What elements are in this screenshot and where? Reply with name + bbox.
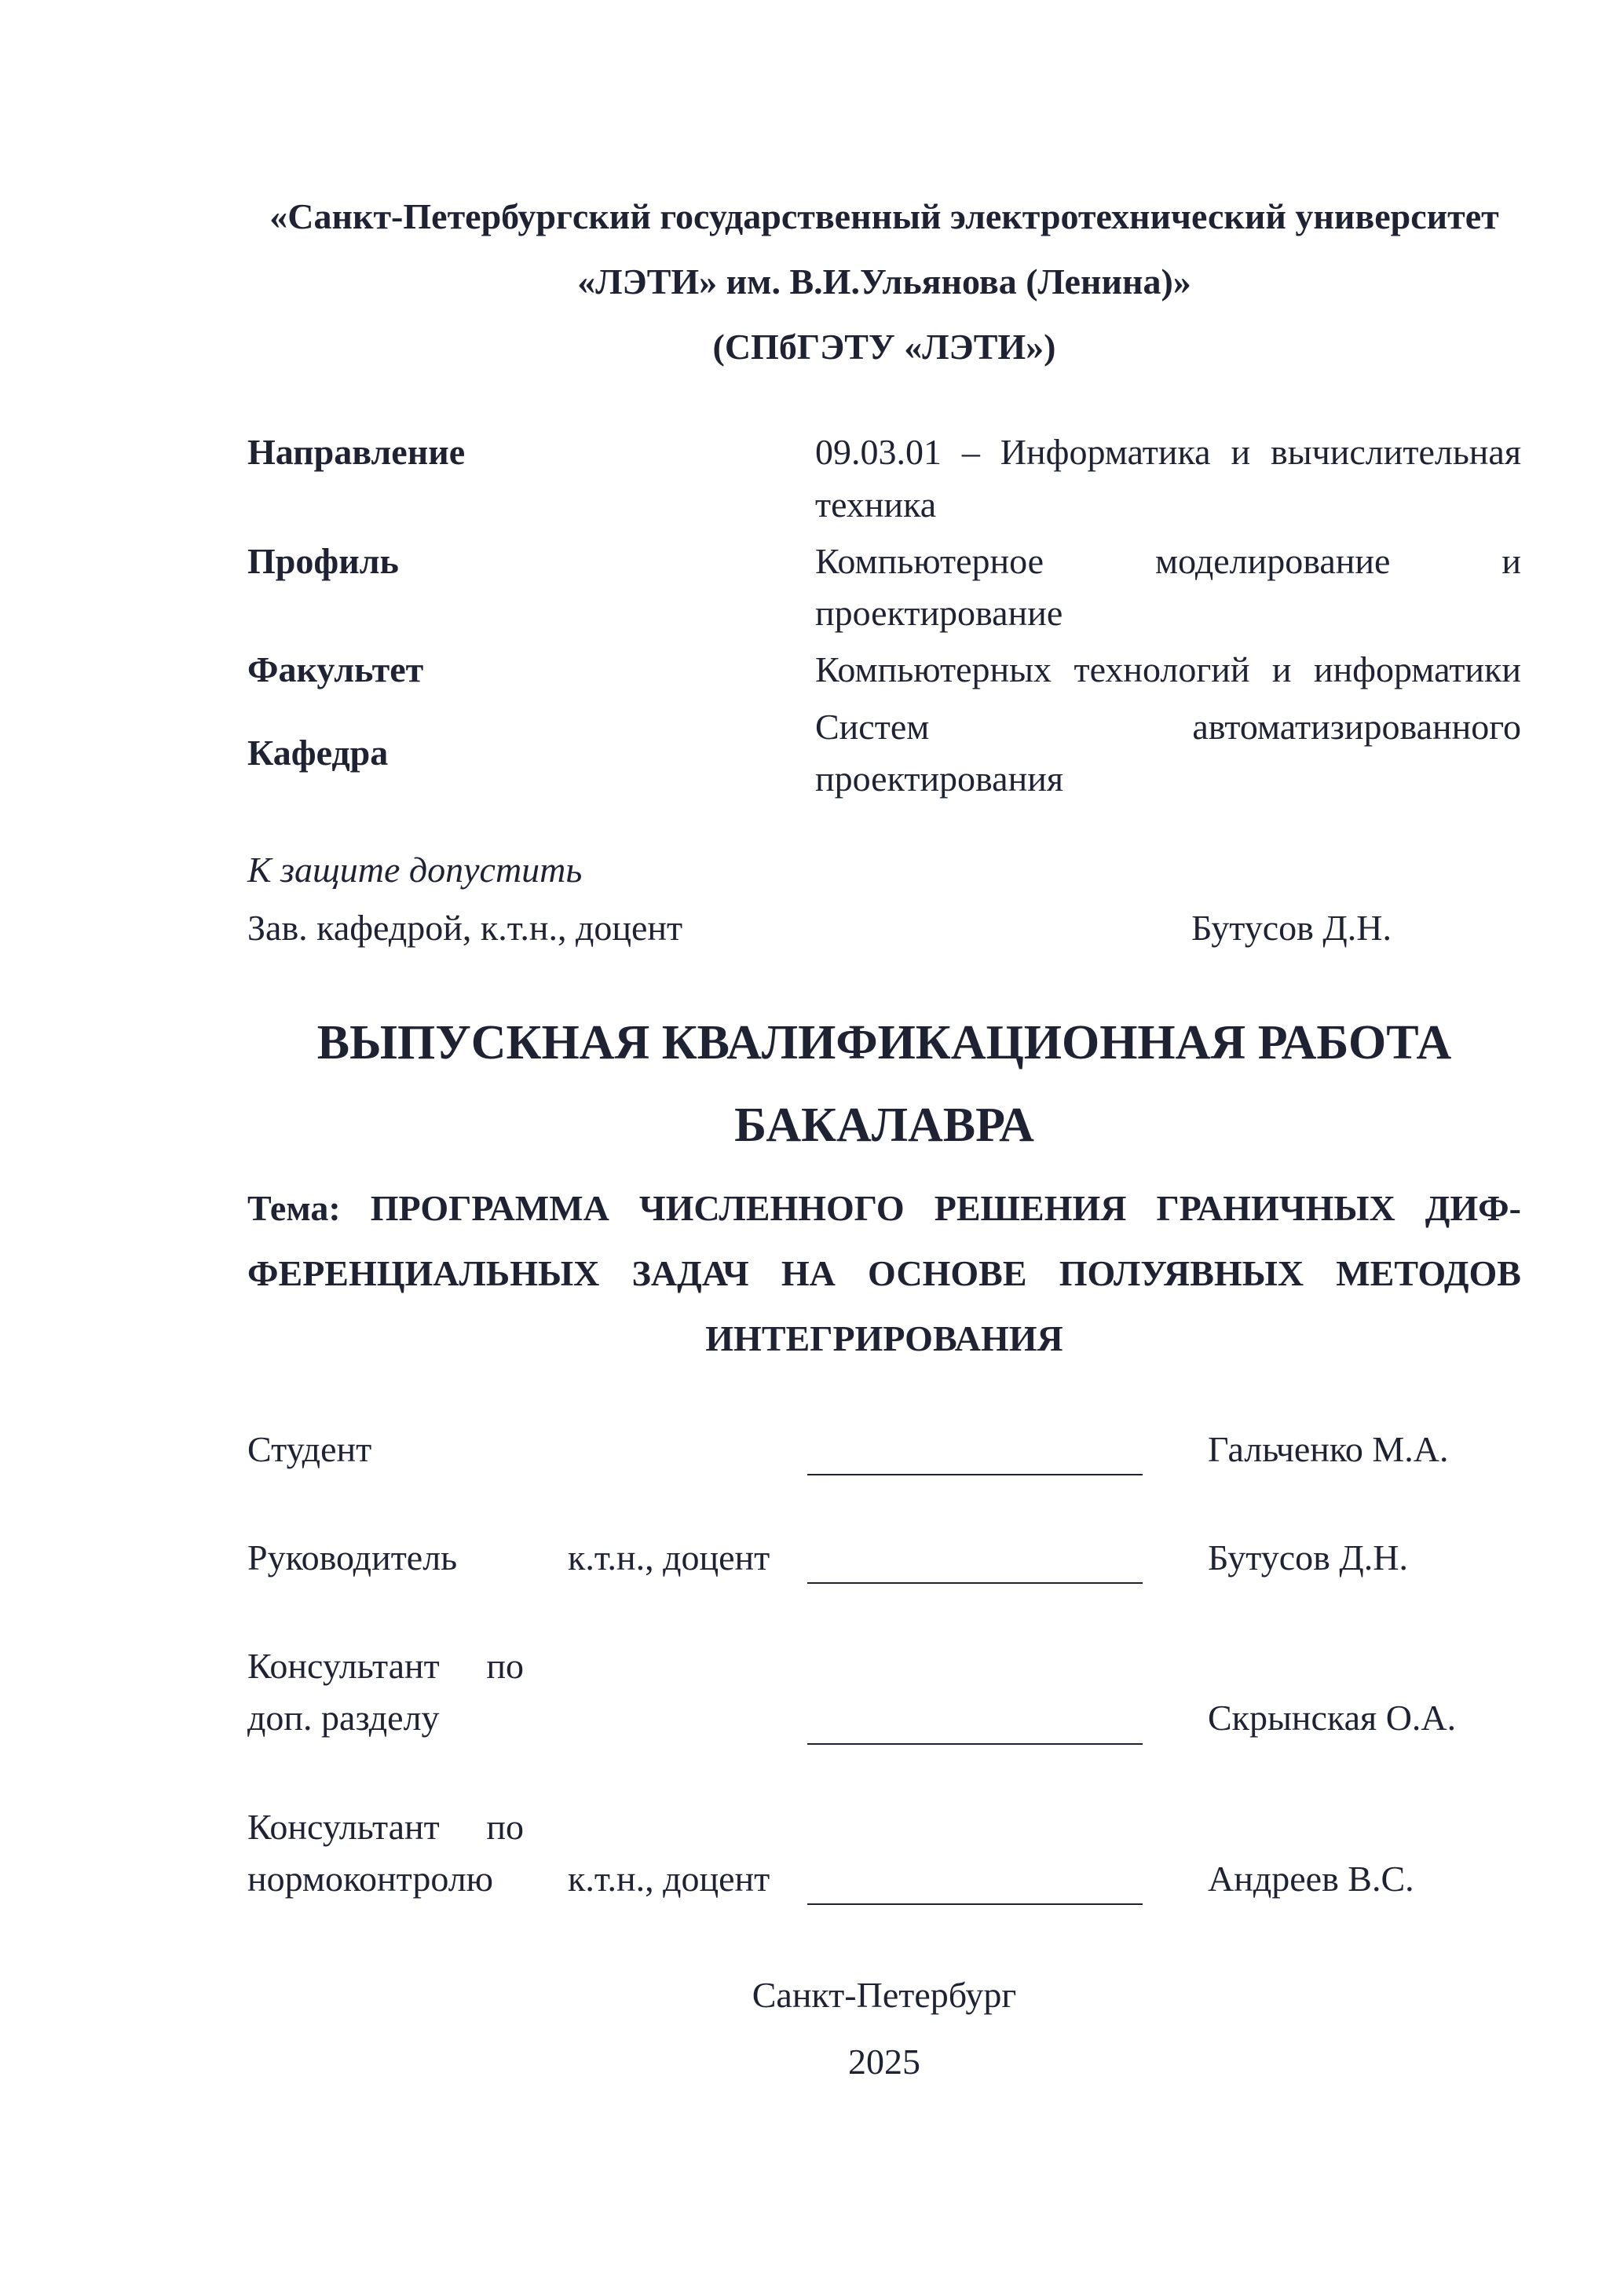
theme-line1: Тема: ПРОГРАММА ЧИСЛЕННОГО РЕШЕНИЯ ГРАНИЧНЫХ ДИФ- bbox=[247, 1188, 1521, 1229]
faculty-label: Факультет bbox=[247, 649, 424, 690]
consultant-extra-signature-line bbox=[807, 1699, 1143, 1745]
consultant-extra-role-line1: Консультант по bbox=[247, 1646, 524, 1687]
department-value-line2: проектирования bbox=[815, 758, 1063, 799]
department-value bbox=[815, 701, 1521, 805]
consultant-norm-name: Андреев В.С. bbox=[1208, 1858, 1414, 1899]
faculty-value-line1: Компьютерных технологий и информатики bbox=[815, 649, 1521, 690]
work-title-line2: БАКАЛАВРА bbox=[734, 1098, 1034, 1152]
direction-label: Направление bbox=[247, 432, 466, 473]
field-row-department bbox=[247, 701, 1521, 805]
consultant-norm-signature-line bbox=[807, 1859, 1143, 1905]
direction-value-line1: 09.03.01 – Информатика и вычислительная bbox=[815, 432, 1521, 473]
theme-paragraph bbox=[247, 1176, 1521, 1371]
consultant-extra-role-line2: доп. разделу bbox=[247, 1698, 440, 1738]
university-name-line3: (СПбГЭТУ «ЛЭТИ») bbox=[712, 326, 1056, 367]
student-role-label: Студент bbox=[247, 1428, 372, 1469]
university-header bbox=[247, 185, 1521, 379]
theme-line3: ИНТЕГРИРОВАНИЯ bbox=[705, 1318, 1063, 1358]
consultant-norm-role-line1: Консультант по bbox=[247, 1806, 524, 1847]
work-title-line1: ВЫПУСКНАЯ КВАЛИФИКАЦИОННАЯ РАБОТА bbox=[316, 1015, 1452, 1069]
profile-value-line1: Компьютерное моделирование и bbox=[815, 540, 1521, 581]
university-name-line2: «ЛЭТИ» им. В.И.Ульянова (Ленина)» bbox=[577, 261, 1191, 302]
university-name-line1: «Санкт-Петербургский государственный электротехнический университет bbox=[269, 196, 1499, 236]
signature-block bbox=[247, 1424, 1521, 1905]
supervisor-signature-line bbox=[807, 1538, 1143, 1584]
field-row-faculty bbox=[247, 644, 1521, 696]
footer-year: 2025 bbox=[848, 2042, 920, 2082]
theme-line2: ФЕРЕНЦИАЛЬНЫХ ЗАДАЧ НА ОСНОВЕ ПОЛУЯВНЫХ МЕТОДОВ bbox=[247, 1253, 1521, 1294]
consultant-extra-name: Скрынская О.А. bbox=[1208, 1698, 1457, 1738]
supervisor-role-label: Руководитель bbox=[247, 1537, 458, 1578]
direction-value bbox=[815, 426, 1521, 530]
faculty-value bbox=[815, 644, 1521, 696]
head-position: Зав. кафедрой, к.т.н., доцент bbox=[247, 908, 683, 949]
student-name: Гальченко М.А. bbox=[1208, 1428, 1449, 1469]
field-row-direction bbox=[247, 426, 1521, 530]
footer bbox=[247, 1961, 1521, 2095]
field-row-profile bbox=[247, 536, 1521, 639]
work-title bbox=[247, 1002, 1521, 1168]
signature-row-consultant-extra bbox=[247, 1640, 1521, 1744]
consultant-norm-role-label bbox=[247, 1801, 568, 1905]
supervisor-name: Бутусов Д.Н. bbox=[1208, 1537, 1408, 1578]
consultant-norm-degree: к.т.н., доцент bbox=[568, 1858, 770, 1899]
direction-value-line2: техника bbox=[815, 484, 937, 525]
consultant-extra-role-label bbox=[247, 1640, 568, 1744]
program-fields bbox=[247, 426, 1521, 805]
student-signature-line bbox=[807, 1430, 1143, 1475]
supervisor-degree: к.т.н., доцент bbox=[568, 1537, 770, 1578]
department-value-line1: Систем автоматизированного bbox=[815, 706, 1521, 747]
signature-row-consultant-norm bbox=[247, 1801, 1521, 1905]
admission-permit-line: К защите допустить bbox=[247, 850, 583, 890]
consultant-norm-role-line2: нормоконтролю bbox=[247, 1858, 494, 1899]
admission-block bbox=[247, 844, 1521, 954]
signature-row-supervisor bbox=[247, 1532, 1521, 1584]
department-label: Кафедра bbox=[247, 732, 389, 773]
profile-value-line2: проектирование bbox=[815, 593, 1063, 634]
admission-head-row bbox=[247, 902, 1521, 954]
head-name: Бутусов Д.Н. bbox=[1191, 908, 1392, 949]
footer-city: Санкт-Петербург bbox=[752, 1975, 1017, 2016]
profile-label: Профиль bbox=[247, 540, 399, 581]
signature-row-student bbox=[247, 1424, 1521, 1475]
profile-value bbox=[815, 536, 1521, 639]
